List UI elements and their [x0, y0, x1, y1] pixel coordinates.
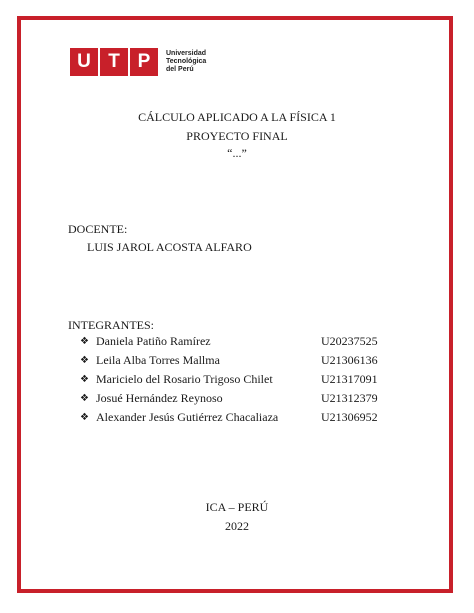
course-title: CÁLCULO APLICADO A LA FÍSICA 1: [138, 110, 336, 124]
location: ICA – PERÚ: [205, 500, 269, 514]
logo-letter-t: T: [100, 48, 128, 76]
logo-letter-u: U: [70, 48, 98, 76]
integrantes-label: INTEGRANTES:: [68, 318, 154, 332]
logo-text: [166, 50, 206, 74]
logo-line-2: Tecnológica: [166, 58, 207, 65]
diamond-bullet-icon: ❖: [80, 393, 89, 404]
docente-label: DOCENTE:: [68, 222, 128, 236]
member-name: Daniela Patiño Ramírez: [96, 334, 211, 348]
list-item: [80, 334, 400, 353]
list-item: [80, 410, 400, 429]
member-code: U20237525: [321, 334, 378, 348]
members-list: [80, 334, 400, 429]
project-label: PROYECTO FINAL: [186, 129, 288, 143]
year: 2022: [225, 519, 249, 533]
diamond-bullet-icon: ❖: [80, 355, 89, 366]
member-code: U21312379: [321, 391, 378, 405]
logo-line-3: del Perú: [166, 66, 194, 73]
list-item: [80, 391, 400, 410]
docente-name: LUIS JAROL ACOSTA ALFARO: [87, 240, 252, 254]
logo-letter-p: P: [130, 48, 158, 76]
member-name: Leila Alba Torres Mallma: [96, 353, 220, 367]
project-title: “...”: [227, 146, 247, 160]
list-item: [80, 353, 400, 372]
member-code: U21317091: [321, 372, 378, 386]
member-name: Maricielo del Rosario Trigoso Chilet: [96, 372, 273, 386]
utp-logo: [70, 46, 206, 78]
member-code: U21306952: [321, 410, 378, 424]
diamond-bullet-icon: ❖: [80, 412, 89, 423]
logo-line-1: Universidad: [166, 50, 207, 57]
diamond-bullet-icon: ❖: [80, 374, 89, 385]
member-name: Josué Hernández Reynoso: [96, 391, 223, 405]
list-item: [80, 372, 400, 391]
diamond-bullet-icon: ❖: [80, 336, 89, 347]
member-name: Alexander Jesús Gutiérrez Chacaliaza: [96, 410, 279, 424]
member-code: U21306136: [321, 353, 378, 367]
